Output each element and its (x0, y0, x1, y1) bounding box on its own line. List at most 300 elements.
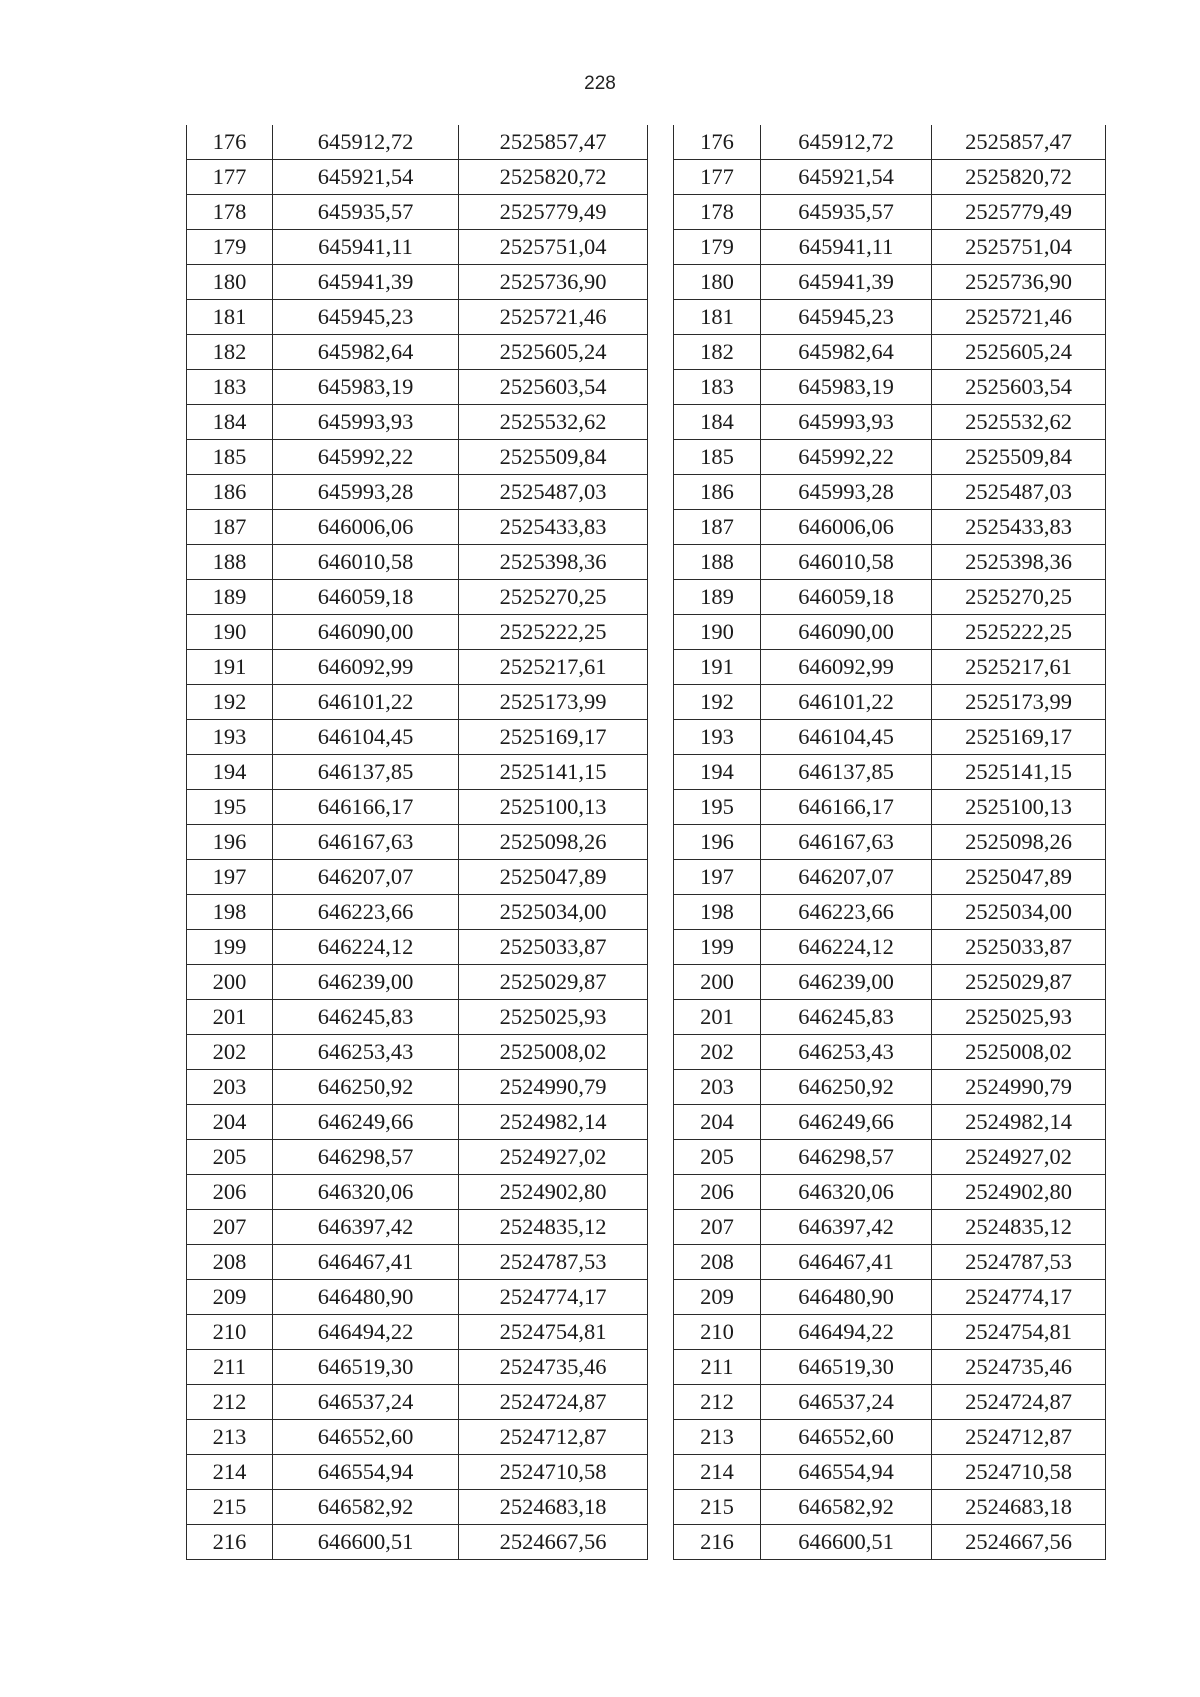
point-number-cell: 189 (187, 580, 273, 615)
coordinates-table-left (186, 125, 648, 1560)
y-coordinate-cell: 2525721,46 (459, 300, 648, 335)
y-coordinate-cell: 2525532,62 (932, 405, 1106, 440)
y-coordinate-cell: 2525779,49 (932, 195, 1106, 230)
table-row (187, 405, 648, 440)
table-row (187, 1175, 648, 1210)
x-coordinate-cell: 646239,00 (761, 965, 932, 1000)
x-coordinate-cell: 646224,12 (273, 930, 459, 965)
table-row (187, 440, 648, 475)
table-row (674, 790, 1106, 825)
y-coordinate-cell: 2524712,87 (932, 1420, 1106, 1455)
point-number-cell: 201 (187, 1000, 273, 1035)
y-coordinate-cell: 2525141,15 (459, 755, 648, 790)
x-coordinate-cell: 646090,00 (761, 615, 932, 650)
x-coordinate-cell: 645983,19 (273, 370, 459, 405)
point-number-cell: 180 (187, 265, 273, 300)
x-coordinate-cell: 646480,90 (761, 1280, 932, 1315)
point-number-cell: 179 (187, 230, 273, 265)
x-coordinate-cell: 646298,57 (273, 1140, 459, 1175)
x-coordinate-cell: 646092,99 (273, 650, 459, 685)
y-coordinate-cell: 2524754,81 (459, 1315, 648, 1350)
table-row (674, 300, 1106, 335)
y-coordinate-cell: 2524735,46 (459, 1350, 648, 1385)
table-row (187, 1280, 648, 1315)
table-row (674, 650, 1106, 685)
table-row (187, 1210, 648, 1245)
point-number-cell: 189 (674, 580, 761, 615)
x-coordinate-cell: 645921,54 (761, 160, 932, 195)
point-number-cell: 204 (187, 1105, 273, 1140)
x-coordinate-cell: 645993,93 (761, 405, 932, 440)
table-row (674, 1175, 1106, 1210)
x-coordinate-cell: 646166,17 (761, 790, 932, 825)
x-coordinate-cell: 645993,28 (273, 475, 459, 510)
point-number-cell: 203 (187, 1070, 273, 1105)
x-coordinate-cell: 646137,85 (761, 755, 932, 790)
x-coordinate-cell: 645992,22 (273, 440, 459, 475)
x-coordinate-cell: 646552,60 (273, 1420, 459, 1455)
table-row (674, 1490, 1106, 1525)
y-coordinate-cell: 2524787,53 (932, 1245, 1106, 1280)
y-coordinate-cell: 2525034,00 (459, 895, 648, 930)
x-coordinate-cell: 646059,18 (761, 580, 932, 615)
x-coordinate-cell: 646245,83 (761, 1000, 932, 1035)
table-row (674, 965, 1106, 1000)
y-coordinate-cell: 2525169,17 (459, 720, 648, 755)
y-coordinate-cell: 2525217,61 (932, 650, 1106, 685)
point-number-cell: 208 (187, 1245, 273, 1280)
point-number-cell: 201 (674, 1000, 761, 1035)
point-number-cell: 177 (674, 160, 761, 195)
y-coordinate-cell: 2524735,46 (932, 1350, 1106, 1385)
y-coordinate-cell: 2525603,54 (459, 370, 648, 405)
table-row (187, 300, 648, 335)
point-number-cell: 187 (187, 510, 273, 545)
y-coordinate-cell: 2525857,47 (459, 125, 648, 160)
y-coordinate-cell: 2525034,00 (932, 895, 1106, 930)
point-number-cell: 191 (674, 650, 761, 685)
y-coordinate-cell: 2524902,80 (932, 1175, 1106, 1210)
y-coordinate-cell: 2525487,03 (932, 475, 1106, 510)
x-coordinate-cell: 646467,41 (761, 1245, 932, 1280)
point-number-cell: 213 (674, 1420, 761, 1455)
point-number-cell: 197 (187, 860, 273, 895)
point-number-cell: 197 (674, 860, 761, 895)
point-number-cell: 192 (674, 685, 761, 720)
table-row (187, 510, 648, 545)
table-row (187, 580, 648, 615)
y-coordinate-cell: 2525820,72 (459, 160, 648, 195)
y-coordinate-cell: 2524683,18 (932, 1490, 1106, 1525)
x-coordinate-cell: 646397,42 (761, 1210, 932, 1245)
y-coordinate-cell: 2525270,25 (932, 580, 1106, 615)
point-number-cell: 207 (674, 1210, 761, 1245)
y-coordinate-cell: 2524902,80 (459, 1175, 648, 1210)
point-number-cell: 179 (674, 230, 761, 265)
table-row (187, 1455, 648, 1490)
point-number-cell: 207 (187, 1210, 273, 1245)
table-row (187, 160, 648, 195)
x-coordinate-cell: 645945,23 (273, 300, 459, 335)
x-coordinate-cell: 645945,23 (761, 300, 932, 335)
y-coordinate-cell: 2524712,87 (459, 1420, 648, 1455)
x-coordinate-cell: 645921,54 (273, 160, 459, 195)
x-coordinate-cell: 645982,64 (273, 335, 459, 370)
x-coordinate-cell: 646059,18 (273, 580, 459, 615)
x-coordinate-cell: 646010,58 (273, 545, 459, 580)
table-row (187, 230, 648, 265)
y-coordinate-cell: 2525033,87 (932, 930, 1106, 965)
table-row (187, 1105, 648, 1140)
table-row (187, 755, 648, 790)
point-number-cell: 181 (674, 300, 761, 335)
y-coordinate-cell: 2525141,15 (932, 755, 1106, 790)
table-row (674, 265, 1106, 300)
point-number-cell: 202 (187, 1035, 273, 1070)
y-coordinate-cell: 2525605,24 (932, 335, 1106, 370)
point-number-cell: 215 (187, 1490, 273, 1525)
x-coordinate-cell: 646137,85 (273, 755, 459, 790)
y-coordinate-cell: 2524724,87 (932, 1385, 1106, 1420)
point-number-cell: 178 (674, 195, 761, 230)
y-coordinate-cell: 2525751,04 (459, 230, 648, 265)
y-coordinate-cell: 2524724,87 (459, 1385, 648, 1420)
x-coordinate-cell: 646207,07 (761, 860, 932, 895)
x-coordinate-cell: 646537,24 (273, 1385, 459, 1420)
point-number-cell: 208 (674, 1245, 761, 1280)
point-number-cell: 214 (187, 1455, 273, 1490)
point-number-cell: 188 (674, 545, 761, 580)
table-row (674, 580, 1106, 615)
page-number: 228 (584, 73, 616, 94)
table-row (674, 755, 1106, 790)
table-row (187, 1035, 648, 1070)
y-coordinate-cell: 2525098,26 (932, 825, 1106, 860)
point-number-cell: 184 (187, 405, 273, 440)
y-coordinate-cell: 2524667,56 (932, 1525, 1106, 1560)
point-number-cell: 209 (674, 1280, 761, 1315)
point-number-cell: 206 (674, 1175, 761, 1210)
x-coordinate-cell: 645941,11 (273, 230, 459, 265)
x-coordinate-cell: 646090,00 (273, 615, 459, 650)
y-coordinate-cell: 2524982,14 (459, 1105, 648, 1140)
table-row (674, 1070, 1106, 1105)
point-number-cell: 212 (674, 1385, 761, 1420)
y-coordinate-cell: 2525029,87 (932, 965, 1106, 1000)
x-coordinate-cell: 646010,58 (761, 545, 932, 580)
y-coordinate-cell: 2525736,90 (932, 265, 1106, 300)
y-coordinate-cell: 2525509,84 (459, 440, 648, 475)
point-number-cell: 205 (187, 1140, 273, 1175)
table-row (674, 545, 1106, 580)
y-coordinate-cell: 2524710,58 (932, 1455, 1106, 1490)
y-coordinate-cell: 2525025,93 (459, 1000, 648, 1035)
point-number-cell: 202 (674, 1035, 761, 1070)
point-number-cell: 180 (674, 265, 761, 300)
y-coordinate-cell: 2524683,18 (459, 1490, 648, 1525)
coordinates-table-body (187, 125, 648, 1560)
x-coordinate-cell: 646494,22 (761, 1315, 932, 1350)
x-coordinate-cell: 646320,06 (761, 1175, 932, 1210)
table-row (674, 1105, 1106, 1140)
table-row (187, 1245, 648, 1280)
x-coordinate-cell: 645993,93 (273, 405, 459, 440)
point-number-cell: 211 (674, 1350, 761, 1385)
x-coordinate-cell: 646223,66 (761, 895, 932, 930)
x-coordinate-cell: 646253,43 (273, 1035, 459, 1070)
table-row (187, 1420, 648, 1455)
table-row (187, 1070, 648, 1105)
x-coordinate-cell: 646253,43 (761, 1035, 932, 1070)
table-row (674, 1035, 1106, 1070)
table-row (187, 615, 648, 650)
y-coordinate-cell: 2525721,46 (932, 300, 1106, 335)
y-coordinate-cell: 2525222,25 (459, 615, 648, 650)
point-number-cell: 176 (187, 125, 273, 160)
y-coordinate-cell: 2525433,83 (459, 510, 648, 545)
point-number-cell: 186 (674, 475, 761, 510)
x-coordinate-cell: 645993,28 (761, 475, 932, 510)
table-row (674, 1315, 1106, 1350)
table-row (674, 195, 1106, 230)
x-coordinate-cell: 646519,30 (761, 1350, 932, 1385)
y-coordinate-cell: 2524927,02 (459, 1140, 648, 1175)
table-row (674, 370, 1106, 405)
y-coordinate-cell: 2525509,84 (932, 440, 1106, 475)
table-row (187, 370, 648, 405)
table-row (187, 1000, 648, 1035)
table-row (187, 825, 648, 860)
x-coordinate-cell: 646480,90 (273, 1280, 459, 1315)
table-row (187, 1490, 648, 1525)
point-number-cell: 194 (187, 755, 273, 790)
x-coordinate-cell: 646554,94 (761, 1455, 932, 1490)
point-number-cell: 191 (187, 650, 273, 685)
x-coordinate-cell: 645992,22 (761, 440, 932, 475)
point-number-cell: 196 (187, 825, 273, 860)
x-coordinate-cell: 646101,22 (761, 685, 932, 720)
y-coordinate-cell: 2524710,58 (459, 1455, 648, 1490)
x-coordinate-cell: 645912,72 (273, 125, 459, 160)
table-row (674, 1280, 1106, 1315)
y-coordinate-cell: 2525433,83 (932, 510, 1106, 545)
x-coordinate-cell: 646554,94 (273, 1455, 459, 1490)
y-coordinate-cell: 2525029,87 (459, 965, 648, 1000)
point-number-cell: 196 (674, 825, 761, 860)
table-row (674, 160, 1106, 195)
x-coordinate-cell: 646467,41 (273, 1245, 459, 1280)
y-coordinate-cell: 2525820,72 (932, 160, 1106, 195)
x-coordinate-cell: 646223,66 (273, 895, 459, 930)
x-coordinate-cell: 646167,63 (761, 825, 932, 860)
x-coordinate-cell: 645941,11 (761, 230, 932, 265)
x-coordinate-cell: 646101,22 (273, 685, 459, 720)
point-number-cell: 194 (674, 755, 761, 790)
point-number-cell: 200 (187, 965, 273, 1000)
y-coordinate-cell: 2525857,47 (932, 125, 1106, 160)
y-coordinate-cell: 2524835,12 (932, 1210, 1106, 1245)
table-row (187, 1140, 648, 1175)
y-coordinate-cell: 2524774,17 (459, 1280, 648, 1315)
table-row (674, 615, 1106, 650)
y-coordinate-cell: 2524982,14 (932, 1105, 1106, 1140)
point-number-cell: 210 (674, 1315, 761, 1350)
point-number-cell: 193 (187, 720, 273, 755)
table-row (674, 930, 1106, 965)
table-row (674, 895, 1106, 930)
x-coordinate-cell: 646552,60 (761, 1420, 932, 1455)
y-coordinate-cell: 2524835,12 (459, 1210, 648, 1245)
y-coordinate-cell: 2525398,36 (932, 545, 1106, 580)
table-row (674, 720, 1106, 755)
y-coordinate-cell: 2525779,49 (459, 195, 648, 230)
table-row (187, 790, 648, 825)
y-coordinate-cell: 2524754,81 (932, 1315, 1106, 1350)
x-coordinate-cell: 646104,45 (761, 720, 932, 755)
point-number-cell: 182 (187, 335, 273, 370)
y-coordinate-cell: 2525398,36 (459, 545, 648, 580)
table-row (187, 195, 648, 230)
coordinates-table-right (673, 125, 1106, 1560)
y-coordinate-cell: 2525169,17 (932, 720, 1106, 755)
y-coordinate-cell: 2525217,61 (459, 650, 648, 685)
table-row (187, 930, 648, 965)
point-number-cell: 204 (674, 1105, 761, 1140)
y-coordinate-cell: 2525100,13 (459, 790, 648, 825)
x-coordinate-cell: 646397,42 (273, 1210, 459, 1245)
x-coordinate-cell: 646250,92 (761, 1070, 932, 1105)
point-number-cell: 177 (187, 160, 273, 195)
x-coordinate-cell: 646207,07 (273, 860, 459, 895)
x-coordinate-cell: 646167,63 (273, 825, 459, 860)
table-row (187, 895, 648, 930)
point-number-cell: 214 (674, 1455, 761, 1490)
table-row (674, 1140, 1106, 1175)
table-row (187, 1315, 648, 1350)
y-coordinate-cell: 2524787,53 (459, 1245, 648, 1280)
x-coordinate-cell: 646537,24 (761, 1385, 932, 1420)
y-coordinate-cell: 2524927,02 (932, 1140, 1106, 1175)
table-row (674, 405, 1106, 440)
x-coordinate-cell: 646006,06 (273, 510, 459, 545)
x-coordinate-cell: 646245,83 (273, 1000, 459, 1035)
point-number-cell: 199 (674, 930, 761, 965)
x-coordinate-cell: 646250,92 (273, 1070, 459, 1105)
y-coordinate-cell: 2524990,79 (459, 1070, 648, 1105)
point-number-cell: 199 (187, 930, 273, 965)
table-row (674, 125, 1106, 160)
table-row (187, 125, 648, 160)
y-coordinate-cell: 2524774,17 (932, 1280, 1106, 1315)
y-coordinate-cell: 2525603,54 (932, 370, 1106, 405)
point-number-cell: 195 (674, 790, 761, 825)
point-number-cell: 182 (674, 335, 761, 370)
point-number-cell: 188 (187, 545, 273, 580)
table-row (187, 720, 648, 755)
point-number-cell: 198 (674, 895, 761, 930)
y-coordinate-cell: 2524667,56 (459, 1525, 648, 1560)
y-coordinate-cell: 2524990,79 (932, 1070, 1106, 1105)
table-row (187, 265, 648, 300)
table-row (674, 1420, 1106, 1455)
table-row (674, 1525, 1106, 1560)
x-coordinate-cell: 646249,66 (273, 1105, 459, 1140)
point-number-cell: 184 (674, 405, 761, 440)
table-row (187, 335, 648, 370)
table-row (674, 1210, 1106, 1245)
point-number-cell: 216 (674, 1525, 761, 1560)
y-coordinate-cell: 2525047,89 (459, 860, 648, 895)
point-number-cell: 178 (187, 195, 273, 230)
point-number-cell: 215 (674, 1490, 761, 1525)
y-coordinate-cell: 2525173,99 (932, 685, 1106, 720)
point-number-cell: 210 (187, 1315, 273, 1350)
x-coordinate-cell: 646006,06 (761, 510, 932, 545)
table-row (187, 1350, 648, 1385)
point-number-cell: 203 (674, 1070, 761, 1105)
y-coordinate-cell: 2525605,24 (459, 335, 648, 370)
point-number-cell: 206 (187, 1175, 273, 1210)
point-number-cell: 198 (187, 895, 273, 930)
x-coordinate-cell: 645941,39 (273, 265, 459, 300)
table-row (674, 825, 1106, 860)
x-coordinate-cell: 646582,92 (273, 1490, 459, 1525)
point-number-cell: 200 (674, 965, 761, 1000)
y-coordinate-cell: 2525033,87 (459, 930, 648, 965)
table-row (674, 510, 1106, 545)
table-row (674, 335, 1106, 370)
table-row (674, 1245, 1106, 1280)
x-coordinate-cell: 646494,22 (273, 1315, 459, 1350)
y-coordinate-cell: 2525532,62 (459, 405, 648, 440)
point-number-cell: 195 (187, 790, 273, 825)
y-coordinate-cell: 2525270,25 (459, 580, 648, 615)
y-coordinate-cell: 2525008,02 (932, 1035, 1106, 1070)
table-row (187, 1525, 648, 1560)
point-number-cell: 192 (187, 685, 273, 720)
table-row (674, 860, 1106, 895)
point-number-cell: 185 (187, 440, 273, 475)
x-coordinate-cell: 645912,72 (761, 125, 932, 160)
y-coordinate-cell: 2525047,89 (932, 860, 1106, 895)
table-row (674, 1350, 1106, 1385)
point-number-cell: 183 (187, 370, 273, 405)
x-coordinate-cell: 645935,57 (273, 195, 459, 230)
y-coordinate-cell: 2525008,02 (459, 1035, 648, 1070)
x-coordinate-cell: 646600,51 (761, 1525, 932, 1560)
y-coordinate-cell: 2525222,25 (932, 615, 1106, 650)
point-number-cell: 211 (187, 1350, 273, 1385)
y-coordinate-cell: 2525098,26 (459, 825, 648, 860)
y-coordinate-cell: 2525100,13 (932, 790, 1106, 825)
x-coordinate-cell: 646166,17 (273, 790, 459, 825)
table-row (674, 1385, 1106, 1420)
y-coordinate-cell: 2525025,93 (932, 1000, 1106, 1035)
x-coordinate-cell: 646600,51 (273, 1525, 459, 1560)
table-row (187, 545, 648, 580)
point-number-cell: 212 (187, 1385, 273, 1420)
y-coordinate-cell: 2525487,03 (459, 475, 648, 510)
point-number-cell: 193 (674, 720, 761, 755)
x-coordinate-cell: 645983,19 (761, 370, 932, 405)
coordinates-table-body (674, 125, 1106, 1560)
x-coordinate-cell: 645982,64 (761, 335, 932, 370)
point-number-cell: 209 (187, 1280, 273, 1315)
point-number-cell: 190 (674, 615, 761, 650)
table-row (187, 475, 648, 510)
x-coordinate-cell: 645941,39 (761, 265, 932, 300)
x-coordinate-cell: 646104,45 (273, 720, 459, 755)
